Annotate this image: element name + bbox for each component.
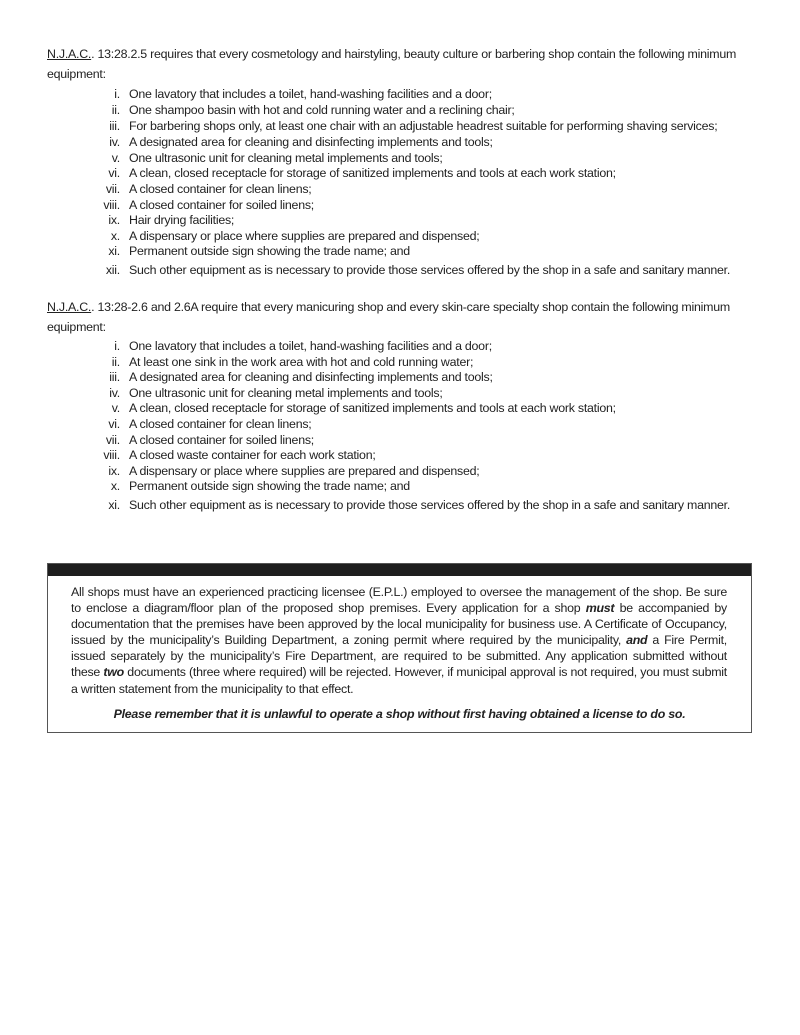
notice-box — [47, 563, 752, 733]
item-number: iv. — [109, 135, 120, 150]
item-number: iii. — [109, 119, 120, 134]
list-item — [47, 464, 759, 480]
item-text: A closed container for clean linens; — [129, 416, 312, 431]
section2-intro-text: . 13:28-2.6 and 2.6A require that every manicuring shop and every skin-care specialty shop contain the following minimum equipment: — [47, 300, 730, 334]
item-text: Hair drying facilities; — [129, 213, 235, 228]
item-number: viii. — [103, 448, 120, 463]
item-text: Such other equipment as is necessary to provide those services offered by the shop in a safe and sanitary manner. — [129, 497, 731, 512]
item-number: ix. — [108, 463, 120, 478]
item-text: A closed container for soiled linens; — [129, 197, 314, 212]
section1-equipment-list — [47, 87, 759, 279]
list-item — [47, 151, 759, 167]
item-number: vii. — [105, 181, 120, 196]
item-text: A dispensary or place where supplies are prepared and dispensed; — [129, 228, 480, 243]
list-item — [47, 244, 759, 260]
notice-emphasis-two: two — [103, 665, 124, 680]
item-number: xi. — [108, 497, 120, 512]
notice-footer-warning: Please remember that it is unlawful to operate a shop without first having obtained a license to do so. — [113, 706, 686, 721]
item-text: A clean, closed receptacle for storage of sanitized implements and tools at each work station; — [129, 401, 616, 416]
section1-intro — [47, 44, 759, 84]
list-item — [47, 417, 759, 433]
list-item — [47, 498, 759, 514]
item-number: x. — [110, 479, 120, 494]
notice-text: documents (three where required) will be rejected. However, if municipal approval is not required, you must submit a written statement from the municipality to that effect. — [71, 665, 727, 696]
item-text: One ultrasonic unit for cleaning metal implements and tools; — [129, 385, 443, 400]
item-number: v. — [111, 150, 120, 165]
item-number: i. — [114, 87, 120, 101]
section2-intro — [47, 297, 759, 337]
list-item — [47, 433, 759, 449]
item-text: One ultrasonic unit for cleaning metal implements and tools; — [129, 150, 443, 165]
notice-text: be accompanied by documentation that the premises have been approved by the local municipality for business use. A Certificate of Occupancy, issued by the municipality’s Building Department, a zoning permit where required by the municipality, — [71, 601, 728, 648]
list-item — [47, 401, 759, 417]
item-text: A closed waste container for each work station; — [129, 448, 376, 463]
item-number: iv. — [109, 385, 120, 400]
item-text: Permanent outside sign showing the trade name; and — [129, 244, 410, 259]
list-item — [47, 103, 759, 119]
item-number: ix. — [108, 213, 120, 228]
list-item — [47, 118, 759, 135]
section2-equipment-list — [47, 339, 759, 514]
item-text: A closed container for soiled linens; — [129, 432, 314, 447]
item-number: vi. — [108, 416, 120, 431]
item-number: vii. — [105, 432, 120, 447]
item-text: One lavatory that includes a toilet, hand-washing facilities and a door; — [129, 87, 492, 101]
section1-intro-text: . 13:28.2.5 requires that every cosmetology and hairstyling, beauty culture or barbering shop contain the following minimum equipment: — [47, 47, 737, 81]
item-text: For barbering shops only, at least one chair with an adjustable headrest suitable for performing shaving services; — [129, 119, 718, 134]
item-text: Such other equipment as is necessary to provide those services offered by the shop in a safe and sanitary manner. — [129, 262, 731, 277]
item-number: ii. — [111, 102, 120, 117]
item-text: A dispensary or place where supplies are prepared and dispensed; — [129, 463, 480, 478]
list-item — [47, 182, 759, 198]
item-number: i. — [114, 339, 120, 353]
list-item — [47, 166, 759, 182]
item-text: A designated area for cleaning and disinfecting implements and tools; — [129, 370, 493, 385]
section2-citation: N.J.A.C. — [47, 300, 92, 314]
item-number: iii. — [109, 370, 120, 385]
notice-text: All shops must have an experienced practicing licensee (E.P.L.) employed to oversee the management of the shop. Be sure to enclose a diagram/floor plan of the proposed shop premises. Every application for a shop — [71, 585, 727, 616]
list-item — [47, 370, 759, 386]
list-item — [47, 355, 759, 371]
item-text: Permanent outside sign showing the trade name; and — [129, 479, 410, 494]
item-number: viii. — [103, 197, 120, 212]
section1-citation: N.J.A.C. — [47, 47, 92, 61]
item-number: xi. — [108, 244, 120, 259]
item-text: One lavatory that includes a toilet, hand-washing facilities and a door; — [129, 339, 492, 353]
item-text: A closed container for clean linens; — [129, 181, 312, 196]
list-item — [47, 135, 759, 151]
list-item — [47, 448, 759, 464]
item-text: A designated area for cleaning and disinfecting implements and tools; — [129, 135, 493, 150]
list-item — [47, 213, 759, 229]
notice-header-bar — [48, 564, 751, 576]
notice-emphasis-must: must — [585, 601, 615, 616]
list-item — [47, 198, 759, 214]
list-item — [47, 386, 759, 402]
item-number: v. — [111, 401, 120, 416]
item-number: x. — [110, 228, 120, 243]
item-number: ii. — [111, 354, 120, 369]
item-text: A clean, closed receptacle for storage of sanitized implements and tools at each work station; — [129, 166, 616, 181]
item-number: vi. — [108, 166, 120, 181]
notice-emphasis-and: and — [626, 633, 648, 648]
list-item — [47, 339, 759, 355]
notice-body — [48, 576, 751, 697]
list-item — [47, 229, 759, 245]
item-text: At least one sink in the work area with hot and cold running water; — [129, 354, 474, 369]
list-item — [47, 87, 759, 103]
item-text: One shampoo basin with hot and cold running water and a reclining chair; — [129, 102, 515, 117]
list-item — [47, 263, 759, 279]
list-item — [47, 479, 759, 495]
notice-text: a Fire Permit, issued separately by the municipality’s Fire Department, are required to be submitted. Any application submitted without these — [71, 633, 727, 680]
item-number: xii. — [105, 262, 120, 277]
